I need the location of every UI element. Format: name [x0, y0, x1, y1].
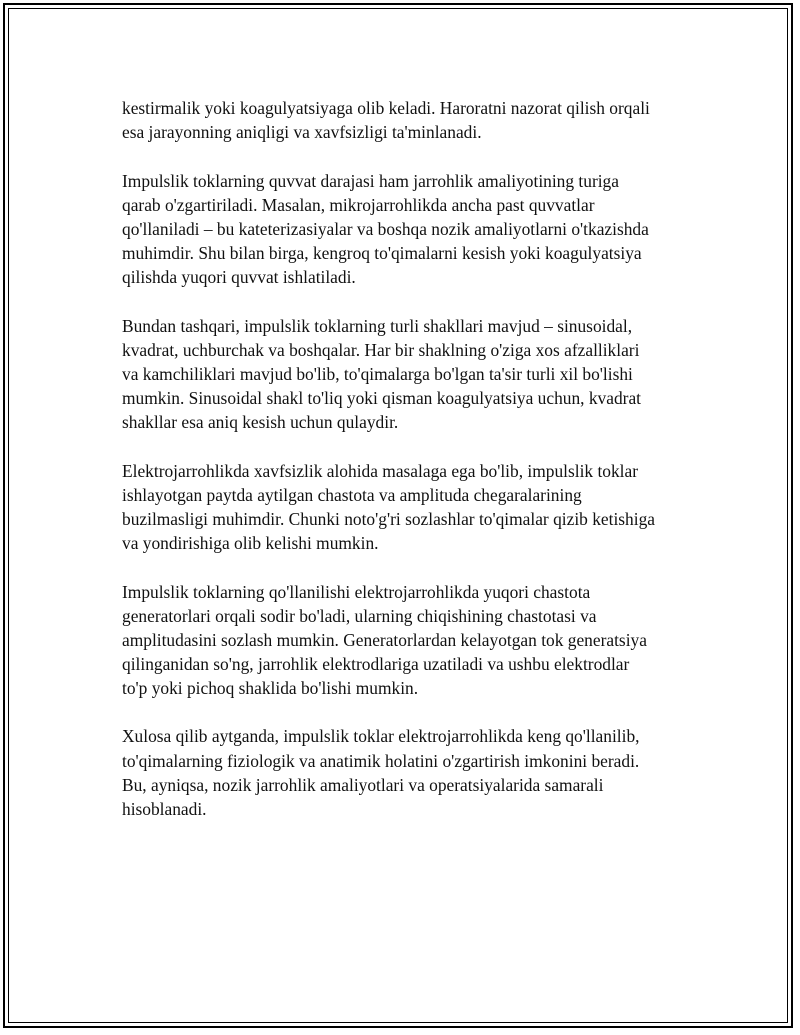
paragraph [122, 459, 712, 555]
text-line: to'p yoki pichoq shaklida bo'lishi mumkin. [122, 677, 419, 698]
text-line: Bundan tashqari, impulslik toklarning turli shakllari mavjud – sinusoidal, [122, 315, 633, 336]
text-line: qilinganidan so'ng, jarrohlik elektrodlariga uzatiladi va ushbu elektrodlar [122, 653, 630, 674]
text-line: amplitudasini sozlash mumkin. Generatorlardan kelayotgan tok generatsiya [122, 629, 647, 650]
text-line: qarab o'zgartiriladi. Masalan, mikrojarrohlikda ancha past quvvatlar [122, 194, 595, 215]
text-line: esa jarayonning aniqligi va xavfsizligi ta'minlanadi. [122, 122, 482, 143]
paragraph [122, 314, 712, 434]
text-line: to'qimalarning fiziologik va anatimik holatini o'zgartirish imkonini beradi. [122, 750, 640, 771]
text-line: mumkin. Sinusoidal shakl to'liq yoki qisman koagulyatsiya uchun, kvadrat [122, 387, 642, 408]
text-line: hisoblanadi. [122, 798, 207, 819]
text-line: va kamchiliklari mavjud bo'lib, to'qimalarga bo'lgan ta'sir turli xil bo'lishi [122, 363, 633, 384]
text-line: buzilmasligi muhimdir. Chunki noto'g'ri sozlashlar to'qimalar qizib ketishiga [122, 508, 655, 529]
text-line: Bu, ayniqsa, nozik jarrohlik amaliyotlari va operatsiyalarida samarali [122, 774, 604, 795]
text-line: kvadrat, uchburchak va boshqalar. Har bir shaklning o'ziga xos afzalliklari [122, 339, 640, 360]
text-line: Xulosa qilib aytganda, impulslik toklar elektrojarrohlikda keng qo'llanilib, [122, 726, 640, 747]
text-line: Impulslik toklarning quvvat darajasi ham jarrohlik amaliyotining turiga [122, 170, 619, 191]
text-line: qo'llaniladi – bu kateterizasiyalar va boshqa nozik amaliyotlarni o'tkazishda [122, 218, 649, 239]
document-body [122, 96, 712, 845]
text-line: qilishda yuqori quvvat ishlatiladi. [122, 267, 356, 288]
text-line: ishlayotgan paytda aytilgan chastota va amplituda chegaralarining [122, 484, 582, 505]
text-line: shakllar esa aniq kesish uchun qulaydir. [122, 412, 399, 433]
text-line: Elektrojarrohlikda xavfsizlik alohida masalaga ega bo'lib, impulslik toklar [122, 460, 639, 481]
paragraph [122, 580, 712, 700]
paragraph [122, 724, 712, 820]
text-line: kestirmalik yoki koagulyatsiyaga olib keladi. Haroratni nazorat qilish orqali [122, 98, 650, 118]
paragraph [122, 96, 712, 144]
page-border [3, 3, 793, 1028]
paragraph [122, 169, 712, 289]
text-line: va yondirishiga olib kelishi mumkin. [122, 532, 379, 553]
text-line: Impulslik toklarning qo'llanilishi elektrojarrohlikda yuqori chastota [122, 581, 591, 602]
text-line: generatorlari orqali sodir bo'ladi, ularning chiqishining chastotasi va [122, 605, 597, 626]
text-line: muhimdir. Shu bilan birga, kengroq to'qimalarni kesish yoki koagulyatsiya [122, 242, 642, 263]
